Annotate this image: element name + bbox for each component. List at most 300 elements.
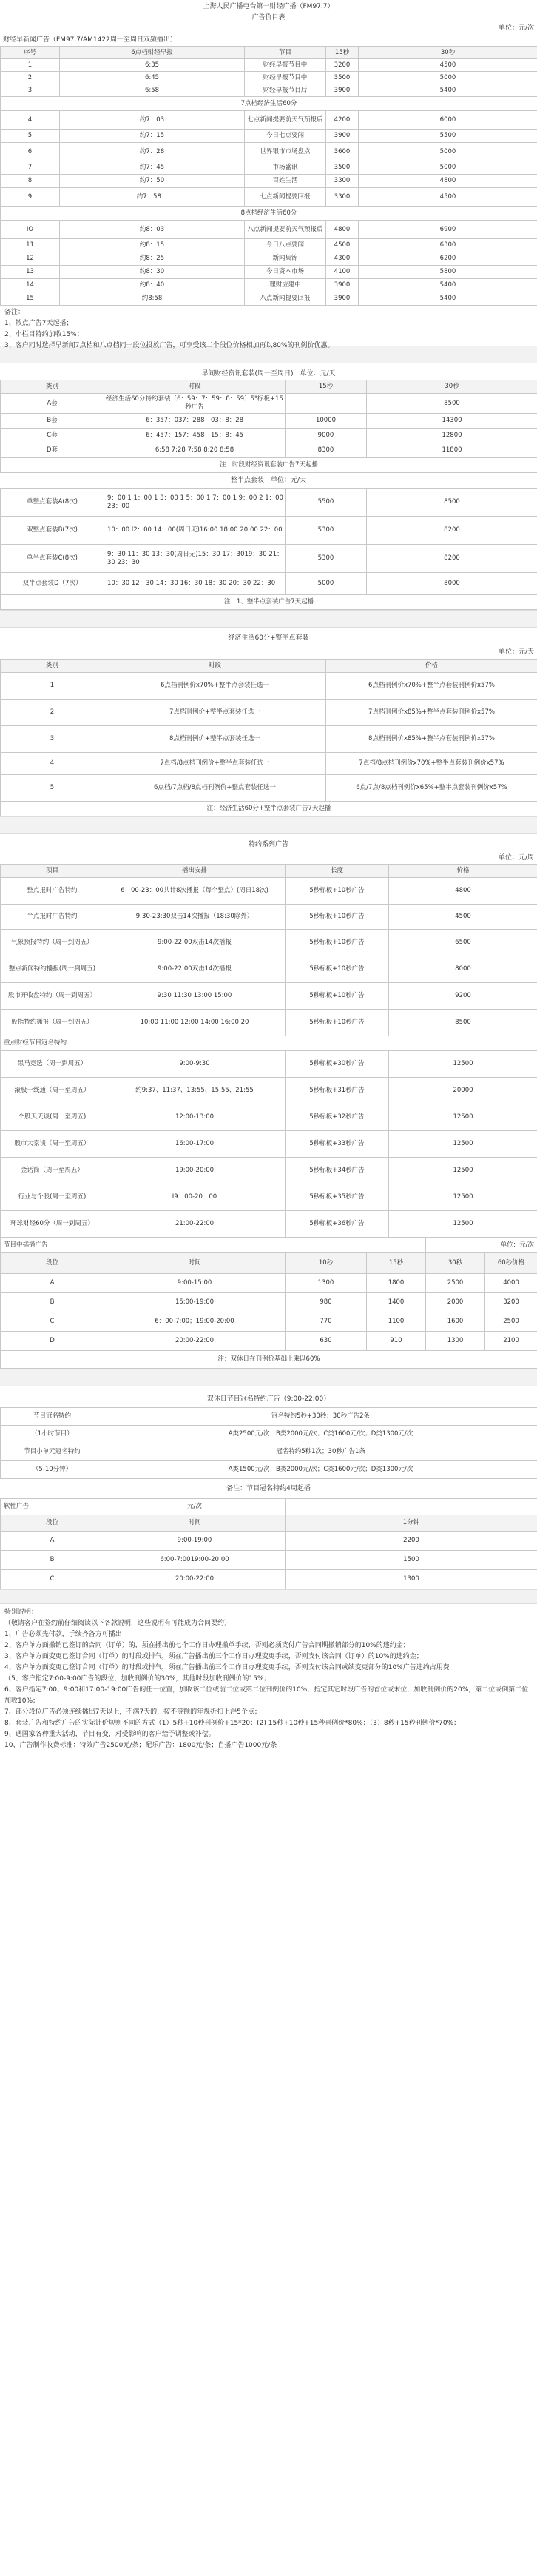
col-header: 序号 — [1, 47, 60, 59]
empty-cell — [286, 1499, 537, 1515]
table-row — [1, 1570, 537, 1589]
page-subtitle: 广告价目表 — [251, 14, 286, 21]
cell: 5400 — [359, 84, 537, 97]
table-row — [1, 753, 537, 775]
table-row — [1, 1051, 537, 1078]
col-header: 时间 — [104, 1515, 286, 1532]
table-row — [1, 175, 537, 188]
cell: 3600 — [326, 143, 359, 161]
note-line: 1、广告必须先付款，手续齐备方可播出 — [4, 1631, 122, 1638]
table-row — [1, 161, 537, 175]
special-notes — [0, 1604, 537, 1753]
cell: 八点新闻提要前天气预报后 — [245, 221, 326, 239]
soft-ads-table — [0, 1498, 537, 1589]
cell: 10：00 l2：00 14：00(周日无)16:00 18:00 20:00 22：00 — [104, 517, 286, 545]
cell: 5000 — [359, 161, 537, 175]
table-row — [1, 279, 537, 292]
table-row — [1, 700, 537, 726]
cell: I9：00-20：00 — [104, 1184, 286, 1211]
col-header: 价格 — [389, 865, 537, 878]
section-title-program-sponsorship: 重点财经节目冠名特约 — [1, 1036, 537, 1051]
cell: 冠名特约5秒+30秒；30秒广告2条 — [104, 1408, 537, 1426]
cell: 5000 — [359, 72, 537, 84]
cell: 4500 — [359, 188, 537, 207]
unit-label: 元/次 — [104, 1499, 286, 1515]
cell: 630 — [286, 1332, 367, 1351]
cell: 冠名特约5秒1次；30秒广告1条 — [104, 1443, 537, 1461]
col-header: 类别 — [1, 660, 104, 673]
morning-package-table — [0, 380, 537, 473]
table-row — [1, 72, 537, 84]
cell: 3500 — [326, 72, 359, 84]
col-header: 段位 — [1, 1515, 104, 1532]
table-row — [1, 1078, 537, 1104]
cell: 12 — [1, 252, 60, 266]
cell: 12500 — [389, 1104, 537, 1131]
cell: 8点档刊例价x85%+整半点套装刊例价x57% — [326, 726, 537, 753]
table-row — [1, 1312, 537, 1332]
cell: 5秒标板+34秒广告 — [286, 1158, 389, 1184]
cell: 19:00-20:00 — [104, 1158, 286, 1184]
cell: 9:00-22:00双击14次播报 — [104, 956, 286, 983]
cell: 15 — [1, 292, 60, 306]
table-row — [1, 878, 537, 905]
cell: 1300 — [286, 1570, 537, 1589]
cell: 6:58 7:28 7:58 8:20 8:58 — [104, 443, 286, 458]
cell: B套 — [1, 414, 104, 429]
section-divider — [0, 610, 537, 628]
cell: 整点报时广告特约 — [1, 878, 104, 905]
cell: 3200 — [326, 59, 359, 72]
cell: 5秒标板+10秒广告 — [286, 905, 389, 930]
cell: 980 — [286, 1293, 367, 1312]
cell: 11800 — [367, 443, 537, 458]
cell: 5秒标板+10秒广告 — [286, 956, 389, 983]
table-row — [1, 394, 537, 414]
section-title-text: 整半点套装 — [230, 477, 264, 484]
cell: （1小时节目） — [1, 1426, 104, 1443]
col-header: 60秒价格 — [485, 1253, 537, 1274]
note-line: 1、散点广告7天起播； — [4, 320, 73, 327]
cell: 5300 — [286, 545, 367, 573]
cell: 6500 — [389, 930, 537, 956]
table-note: 注：时段财经资讯套装广告7天起播 — [1, 458, 537, 473]
section-title-text: 早间财经资讯套装(周一至周日) — [201, 370, 294, 378]
cell: B — [1, 1551, 104, 1570]
cell: 财经早报节目后 — [245, 84, 326, 97]
table-row — [1, 443, 537, 458]
table-row — [1, 930, 537, 956]
table-row — [1, 983, 537, 1010]
cell: 9:30 11:30 13:00 15:00 — [104, 983, 286, 1010]
section-divider — [0, 1369, 537, 1386]
col-header: 类别 — [1, 380, 104, 394]
cell: 约9:37、11:37、13:55、15:55、21:55 — [104, 1078, 286, 1104]
cell: 12500 — [389, 1051, 537, 1078]
section-title-soft-ads: 软性广告 — [1, 1499, 104, 1515]
cell: 3 — [1, 726, 104, 753]
cell: 5300 — [286, 517, 367, 545]
cell: 5800 — [359, 266, 537, 279]
table-row — [1, 414, 537, 429]
unit-label: 单位：元/次 — [426, 1238, 537, 1253]
table-row — [1, 905, 537, 930]
cell: 新闻集锦 — [245, 252, 326, 266]
cell: 八点新闻提要回报 — [245, 292, 326, 306]
cell: 9:00-9:30 — [104, 1051, 286, 1078]
cell: C — [1, 1312, 104, 1332]
page-title: 上海人民广播电台第一财经广播（FM97.7） — [203, 3, 334, 10]
cell: 5秒标板+33秒广告 — [286, 1131, 389, 1158]
notes-block — [0, 306, 537, 349]
cell: 2000 — [426, 1293, 485, 1312]
cell: 8300 — [286, 443, 367, 458]
cell: 3900 — [326, 292, 359, 306]
cell: 滚股一线通（周一至周五） — [1, 1078, 104, 1104]
note-line: 7、部分段位广告必须连续播出7天以上，不满7天的，按不等额的年规折扣上浮5个点； — [4, 1708, 261, 1716]
cell: 约7：45 — [60, 161, 245, 175]
cell: 4800 — [389, 878, 537, 905]
note-line: 2、小栏目特约加收15%； — [4, 331, 84, 338]
cell: 股市大家谈（周一至周五） — [1, 1131, 104, 1158]
cell: 6900 — [359, 221, 537, 239]
col-header: 时段 — [104, 660, 326, 673]
cell: 约8：15 — [60, 239, 245, 252]
cell: 11 — [1, 239, 60, 252]
cell: 5500 — [286, 489, 367, 517]
cell: 节目小单元冠名特约 — [1, 1443, 104, 1461]
table-row — [1, 1408, 537, 1426]
cell: 4 — [1, 111, 60, 130]
table-row — [1, 1131, 537, 1158]
cell: 单半点套装C(8次) — [1, 545, 104, 573]
cell: 5500 — [359, 130, 537, 143]
hourly-package-table — [0, 488, 537, 610]
cell: 约7：50 — [60, 175, 245, 188]
cell: 4500 — [326, 239, 359, 252]
section-title-hourly-package — [0, 473, 537, 488]
cell: 七点新闻提要前天气预报后 — [245, 111, 326, 130]
cell: C — [1, 1570, 104, 1589]
cell: 3200 — [485, 1293, 537, 1312]
cell: 2 — [1, 700, 104, 726]
col-header: 项目 — [1, 865, 104, 878]
cell: 5 — [1, 775, 104, 802]
section-divider — [0, 1589, 537, 1604]
table-row — [1, 1211, 537, 1238]
cell: 6：357：037：288：03：8：28 — [104, 414, 286, 429]
cell: 金话筒（周一至周五） — [1, 1158, 104, 1184]
table-row — [1, 1158, 537, 1184]
cell: A — [1, 1274, 104, 1293]
col-header: 15秒 — [286, 380, 367, 394]
cell: 3900 — [326, 279, 359, 292]
cell: 14 — [1, 279, 60, 292]
cell: 20:00-22:00 — [104, 1332, 286, 1351]
cell: 2500 — [426, 1274, 485, 1293]
cell: 5000 — [286, 573, 367, 595]
cell: 3900 — [326, 84, 359, 97]
table-row — [1, 111, 537, 130]
cell: IO — [1, 221, 60, 239]
cell: 10000 — [286, 414, 367, 429]
cell: 6:00-7:0019:00-20:00 — [104, 1551, 286, 1570]
cell: 21:00-22:00 — [104, 1211, 286, 1238]
table-row — [1, 252, 537, 266]
cell: 9:00-15:00 — [104, 1274, 286, 1293]
table-note: 注：双休日在刊例价基础上乘以60% — [1, 1351, 537, 1369]
cell: 5秒标板+32秒广告 — [286, 1104, 389, 1131]
cell: 6200 — [359, 252, 537, 266]
cell: 14300 — [367, 414, 537, 429]
table-row — [1, 775, 537, 802]
cell: 黑马竞选（周一到周五） — [1, 1051, 104, 1078]
cell: D — [1, 1332, 104, 1351]
cell: 约7：58： — [60, 188, 245, 207]
table-row — [1, 1293, 537, 1312]
table-row — [1, 1551, 537, 1570]
cell: 8500 — [367, 489, 537, 517]
unit-label: 单位：元/天 — [270, 477, 307, 484]
cell: 7点档刊例价+整半点套装任选一 — [104, 700, 326, 726]
cell: 6:58 — [60, 84, 245, 97]
cell: 4 — [1, 753, 104, 775]
table-row — [1, 545, 537, 573]
cell: 1600 — [426, 1312, 485, 1332]
cell: 4800 — [326, 221, 359, 239]
table-row — [1, 1184, 537, 1211]
cell: 3300 — [326, 175, 359, 188]
section-title-sponsorship: 特约系列广告 — [248, 841, 288, 848]
note-line: 4、客户单方面变更已签订合同（订单）的时段或排气，须在广告播出前三个工作日办理变更手续，否则支付该合同或续变更部分的10%广告违约占用费 — [4, 1664, 450, 1671]
col-header: 节目 — [245, 47, 326, 59]
cell: 半点报时广告特约 — [1, 905, 104, 930]
table-row — [1, 221, 537, 239]
cell: 气象预报特约（周一到周五） — [1, 930, 104, 956]
table-row — [1, 1010, 537, 1036]
cell: C套 — [1, 429, 104, 443]
cell: 12500 — [389, 1211, 537, 1238]
cell: 5秒标板+31秒广告 — [286, 1078, 389, 1104]
cell: 6:35 — [60, 59, 245, 72]
table-row — [1, 84, 537, 97]
col-header: 6点档财经早报 — [60, 47, 245, 59]
cell: 15:00-19:00 — [104, 1293, 286, 1312]
section-title-combo: 经济生活60分+整半点套装 — [228, 634, 309, 642]
cell: 4100 — [326, 266, 359, 279]
table-row — [1, 573, 537, 595]
cell: 约8：03 — [60, 221, 245, 239]
table-row — [1, 143, 537, 161]
cell: 13 — [1, 266, 60, 279]
cell: 5400 — [359, 292, 537, 306]
cell: 4800 — [359, 175, 537, 188]
cell: 6点档刊例价x70%+整半点套装刊例价x57% — [326, 673, 537, 700]
cell: 4200 — [326, 111, 359, 130]
note-line: 9、遇国家各种重大活动，节目有变，对受影响的客户给予调整或补偿。 — [4, 1731, 215, 1738]
table-row — [1, 266, 537, 279]
col-header: 段位 — [1, 1253, 104, 1274]
cell: 7 — [1, 161, 60, 175]
col-header: 1分钟 — [286, 1515, 537, 1532]
cell: 1 — [1, 59, 60, 72]
cell: 股市开收盘特约（周一到周五） — [1, 983, 104, 1010]
cell: 行业与个股(周一至周五) — [1, 1184, 104, 1211]
cell: 9：00 1 1：00 1 3：00 1 5：00 1 7：00 1 9：00 2 1：00 23：00 — [104, 489, 286, 517]
cell: D套 — [1, 443, 104, 458]
cell: 约8:58 — [60, 292, 245, 306]
cell: 12500 — [389, 1131, 537, 1158]
cell: 3500 — [326, 161, 359, 175]
cell: 12:00-13:00 — [104, 1104, 286, 1131]
cell: 9 — [1, 188, 60, 207]
table-row — [1, 188, 537, 207]
table-row — [1, 1104, 537, 1131]
section-divider — [0, 816, 537, 834]
table-row — [1, 1274, 537, 1293]
cell: 双整点套装B(7次) — [1, 517, 104, 545]
table-row — [1, 489, 537, 517]
table-row — [1, 1461, 537, 1479]
cell: 百姓生活 — [245, 175, 326, 188]
cell: 5秒标板+10秒广告 — [286, 878, 389, 905]
cell: 10：30 12：30 14：30 16：30 18：30 20：30 22：30 — [104, 573, 286, 595]
cell: 环球财经60分（周一到周五） — [1, 1211, 104, 1238]
cell: 约8：30 — [60, 266, 245, 279]
cell: 4500 — [359, 59, 537, 72]
cell — [286, 394, 367, 414]
cell: （5-10分钟） — [1, 1461, 104, 1479]
cell: 8200 — [367, 517, 537, 545]
cell: A套 — [1, 394, 104, 414]
cell: A类2500元/次；B类2000元/次；C类1600元/次；D类1300元/次 — [104, 1426, 537, 1443]
table-row — [1, 239, 537, 252]
cell: 9000 — [286, 429, 367, 443]
cell: 4000 — [485, 1274, 537, 1293]
cell: 1800 — [367, 1274, 426, 1293]
note-line: 8、套装广告和特约广告的实际计价规则不同的方式（1）5秒+10秒刊例价+15*20；(2) 15秒+10秒+15秒刊例价*80%；（3）8秒+15秒刊例价*70%； — [4, 1720, 461, 1727]
cell: 12500 — [389, 1158, 537, 1184]
table-row — [1, 956, 537, 983]
cell: 经济生活60分特约套装（6：59：7：59：8：59）5"标板+15秒广告 — [104, 394, 286, 414]
cell: 约8：40 — [60, 279, 245, 292]
cell: 1400 — [367, 1293, 426, 1312]
cell: 6：457：157：458：15：8：45 — [104, 429, 286, 443]
table-row — [1, 726, 537, 753]
table-row — [1, 59, 537, 72]
cell: 个股天天谈(周一至周五) — [1, 1104, 104, 1131]
cell: 9:30-23:30双击14次播报（18:30除外） — [104, 905, 286, 930]
section-title-insert-ads: 节目中插播广告 — [1, 1238, 426, 1253]
sponsorship-table — [0, 864, 537, 1238]
cell: 今日八点要闻 — [245, 239, 326, 252]
cell: 财经早报节目中 — [245, 72, 326, 84]
cell: 3300 — [326, 188, 359, 207]
cell: 4300 — [326, 252, 359, 266]
cell: 1500 — [286, 1551, 537, 1570]
cell: 16:00-17:00 — [104, 1131, 286, 1158]
cell: 世界银市市场盘点 — [245, 143, 326, 161]
table-row — [1, 517, 537, 545]
cell: 3900 — [326, 130, 359, 143]
cell: 今日七点要闻 — [245, 130, 326, 143]
section-title-7-oclock: 7点档经济生活60分 — [1, 97, 537, 111]
cell: 节目冠名特约 — [1, 1408, 104, 1426]
cell: 5秒标板+10秒广告 — [286, 1010, 389, 1036]
section-title-weekend-sponsorship: 双休日节目冠名特约广告（9:00-22:00） — [206, 1395, 331, 1403]
section-title-morning-news: 财经早新闻广告（FM97.7/AM1422周一至周日双频播出） — [3, 36, 177, 44]
cell: 9：30 11：30 13：30(周日无)15：30 17：3019：30 21：30 23：30 — [104, 545, 286, 573]
note-line: 10、广告制作收费标准：特效广告2500元/条；配乐广告：1800元/条；自播广告1000元/条 — [4, 1742, 277, 1749]
cell: 8点档刊例价+整半点套装任选一 — [104, 726, 326, 753]
cell: 七点新闻提要回报 — [245, 188, 326, 207]
notes-label: 备注： — [4, 309, 25, 316]
cell: 2 — [1, 72, 60, 84]
col-header: 时段 — [104, 380, 286, 394]
cell: 5000 — [359, 143, 537, 161]
cell: 20:00-22:00 — [104, 1570, 286, 1589]
note-line: （5、客户指定7:00-9:00广告的段位，加收刊例价的30%，其他时段加收刊例价的15%； — [4, 1675, 271, 1683]
col-header: 长度 — [286, 865, 389, 878]
table-row — [1, 130, 537, 143]
cell: 12500 — [389, 1184, 537, 1211]
cell: 7点档刊例价x85%+整半点套装刊例价x57% — [326, 700, 537, 726]
cell: 6 — [1, 143, 60, 161]
cell: 8200 — [367, 545, 537, 573]
cell: 6300 — [359, 239, 537, 252]
cell: 6点/7点/8点档刊例价x65%+整半点套装刊例价x57% — [326, 775, 537, 802]
cell: 12800 — [367, 429, 537, 443]
cell: 9:00-22:00双击14次播报 — [104, 930, 286, 956]
cell: 理财应建中 — [245, 279, 326, 292]
cell: 财经早报节目中 — [245, 59, 326, 72]
cell: 2500 — [485, 1312, 537, 1332]
note-line: 6、客户指定7:00、9:00和17:00-19:00广告的任一位置，加收该二位或前二位或第二位刊例价的10%，指定其它时段广告的首位或末位，加收刊例价的20%，第二位或倒第二位加收10%； — [4, 1686, 529, 1705]
cell: 约7：15 — [60, 130, 245, 143]
table-note: 注：1、整半点套装广告7天起播 — [1, 595, 537, 610]
unit-label: 单位：元/周 — [498, 854, 534, 862]
cell: 今日资本市场 — [245, 266, 326, 279]
col-header: 时间 — [104, 1253, 286, 1274]
col-header: 15秒 — [326, 47, 359, 59]
morning-news-table — [0, 46, 537, 306]
cell: 双半点套装D（7次） — [1, 573, 104, 595]
note-line: （敬请客户在签约前仔细阅读以下各款说明，这些说明有可能成为合同要约） — [4, 1620, 232, 1627]
cell: 5秒标板+10秒广告 — [286, 930, 389, 956]
table-row — [1, 673, 537, 700]
cell: 8500 — [367, 394, 537, 414]
cell: 2100 — [485, 1332, 537, 1351]
table-row — [1, 1332, 537, 1351]
cell: 约7：28 — [60, 143, 245, 161]
col-header: 30秒 — [367, 380, 537, 394]
cell: 8500 — [389, 1010, 537, 1036]
table-row — [1, 292, 537, 306]
cell: 6000 — [359, 111, 537, 130]
col-header: 播出安排 — [104, 865, 286, 878]
cell: 约7：03 — [60, 111, 245, 130]
cell: 5秒标板+35秒广告 — [286, 1184, 389, 1211]
cell: 股指特约播报（周一到周五） — [1, 1010, 104, 1036]
col-header: 30秒 — [426, 1253, 485, 1274]
cell: 1 — [1, 673, 104, 700]
cell: 2200 — [286, 1532, 537, 1551]
table-row — [1, 1443, 537, 1461]
cell: 9200 — [389, 983, 537, 1010]
cell: 1300 — [286, 1274, 367, 1293]
special-notes-label: 特别说明： — [4, 1609, 38, 1616]
cell: 8000 — [367, 573, 537, 595]
